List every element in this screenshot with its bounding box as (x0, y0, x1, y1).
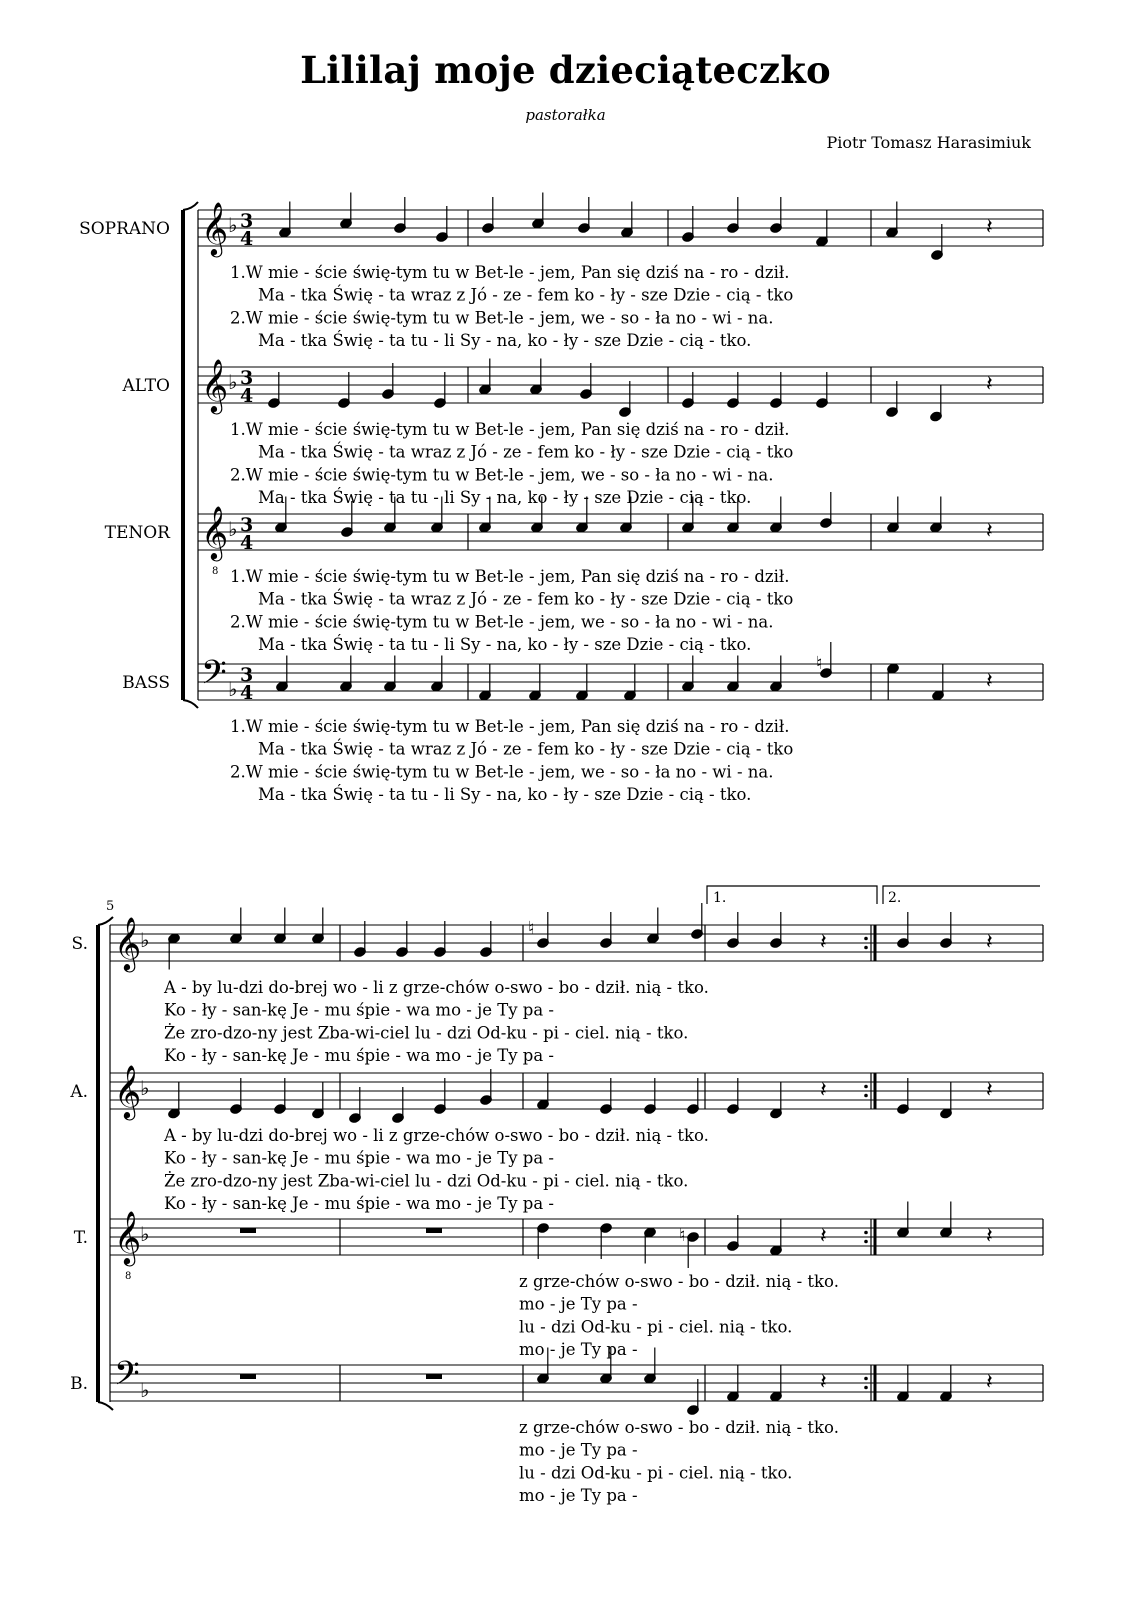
lyric-line: A - by lu-dzi do-brej wo - li z grze-chów o-swo - bo - dził. nią - tko. (164, 1126, 709, 1145)
treble-clef-icon: 𝄞 (201, 201, 229, 255)
note (770, 1366, 783, 1403)
lyric-line: 1.W mie - ście świę-tym tu w Bet-le - jem, Pan się dziś na - ro - dził. (230, 717, 790, 736)
natural-accidental-icon: ♮ (816, 653, 823, 674)
whole-rest-icon (426, 1374, 442, 1379)
voice-label: A. (70, 1082, 88, 1102)
lyric-line: Ma - tka Świę - ta wraz z Jó - ze - fem ko - ły - sze Dzie - cią - tko (258, 285, 794, 305)
note (434, 921, 447, 958)
key-signature-flat-icon: ♭ (228, 677, 238, 701)
note (312, 1083, 325, 1120)
note (770, 497, 783, 534)
lyric-line: Ko - ły - san-kę Je - mu śpie - wa mo - je Ty pa - (164, 1148, 554, 1168)
lyric-line: Ma - tka Świę - ta tu - li Sy - na, ko - ły - sze Dzie - cią - tko. (258, 635, 752, 655)
note (816, 211, 829, 248)
quarter-rest-icon: 𝄽 (820, 930, 827, 955)
voice-label: ALTO (122, 376, 170, 396)
note (897, 1366, 910, 1403)
note (940, 1366, 953, 1403)
lyric-line: Ma - tka Świę - ta tu - li Sy - na, ko - ły - sze Dzie - cią - tko. (258, 331, 752, 351)
lyric-line: 1.W mie - ście świę-tym tu w Bet-le - jem, Pan się dziś na - ro - dził. (230, 420, 790, 439)
note (230, 1078, 243, 1115)
time-signature-top: 3 (240, 367, 254, 389)
lyric-line: lu - dzi Od-ku - pi - ciel. nią - tko. (519, 1317, 793, 1337)
repeat-dot (864, 1231, 868, 1235)
note (687, 1379, 700, 1416)
voice-label: SOPRANO (79, 219, 170, 239)
time-signature-top: 3 (240, 514, 254, 536)
lyric-line: 1.W mie - ście świę-tym tu w Bet-le - jem, Pan się dziś na - ro - dził. (230, 263, 790, 282)
note (940, 912, 953, 949)
treble-clef-icon: 𝄞 (114, 1210, 142, 1264)
note (897, 1202, 910, 1239)
quarter-rest-icon: 𝄽 (986, 930, 993, 955)
note (930, 386, 943, 423)
volta-2-label: 2. (888, 890, 902, 906)
lyric-line: 2.W mie - ście świę-tym tu w Bet-le - jem, we - so - ła no - wi - na. (230, 465, 774, 485)
note (727, 372, 740, 409)
treble-clef-icon: 𝄞 (201, 358, 229, 412)
time-signature-top: 3 (240, 664, 254, 686)
lyric-line: Że zro-dzo-ny jest Zba-wi-ciel lu - dzi Od-ku - pi - ciel. nią - tko. (164, 1023, 689, 1043)
note (230, 908, 243, 945)
key-signature-flat-icon: ♭ (140, 1222, 150, 1246)
note (940, 1202, 953, 1239)
note (682, 656, 695, 693)
note (312, 908, 325, 945)
score-subtitle: pastorałka (525, 106, 606, 124)
note (479, 665, 492, 702)
note (887, 663, 900, 700)
note (268, 372, 281, 409)
note (354, 921, 367, 958)
note (480, 921, 493, 958)
note (770, 1083, 783, 1120)
note (482, 197, 495, 234)
note (434, 372, 447, 409)
key-signature-flat-icon: ♭ (140, 928, 150, 952)
repeat-dot (864, 937, 868, 941)
note (886, 381, 899, 418)
note (279, 202, 292, 239)
measure-number: 5 (106, 899, 115, 914)
time-signature-bottom: 4 (240, 682, 254, 704)
lyric-line: 2.W mie - ście świę-tym tu w Bet-le - jem, we - so - ła no - wi - na. (230, 308, 774, 328)
lyric-line: mo - je Ty pa - (519, 1486, 638, 1506)
staff-alto (198, 367, 1043, 403)
lyric-line: 1.W mie - ście świę-tym tu w Bet-le - jem, Pan się dziś na - ro - dził. (230, 567, 790, 586)
treble-clef-icon: 𝄞 (114, 916, 142, 970)
lyric-line: 2.W mie - ście świę-tym tu w Bet-le - jem, we - so - ła no - wi - na. (230, 762, 774, 782)
note (580, 363, 593, 400)
note (644, 1348, 657, 1385)
note (576, 665, 589, 702)
note (770, 197, 783, 234)
note (727, 1078, 740, 1115)
key-signature-flat-icon: ♭ (228, 370, 238, 394)
repeat-dot (864, 946, 868, 950)
key-signature-flat-icon: ♭ (228, 517, 238, 541)
voice-label: S. (71, 934, 88, 954)
whole-rest-icon (240, 1374, 256, 1379)
note (897, 912, 910, 949)
note (727, 1366, 740, 1403)
note (479, 359, 492, 396)
quarter-rest-icon: 𝄽 (986, 1224, 993, 1249)
note (770, 372, 783, 409)
note (886, 202, 899, 239)
key-signature-flat-icon: ♭ (228, 213, 238, 237)
volta-1-bracket (707, 886, 877, 904)
quarter-rest-icon: 𝄽 (986, 215, 993, 240)
bass-clef-icon: 𝄢 (114, 1355, 140, 1401)
lyric-line: Że zro-dzo-ny jest Zba-wi-ciel lu - dzi Od-ku - pi - ciel. nią - tko. (164, 1171, 689, 1191)
voice-label: BASS (122, 673, 170, 693)
lyric-line: Ma - tka Świę - ta wraz z Jó - ze - fem ko - ły - sze Dzie - cią - tko (258, 589, 794, 609)
quarter-rest-icon: 𝄽 (986, 1078, 993, 1103)
note (436, 206, 449, 243)
whole-rest-icon (240, 1228, 256, 1233)
note (687, 1078, 700, 1115)
bracket-bottom-hook (183, 700, 198, 708)
quarter-rest-icon: 𝄽 (820, 1224, 827, 1249)
lyric-line: mo - je Ty pa - (519, 1440, 638, 1460)
note (480, 1069, 493, 1106)
repeat-dot (864, 1094, 868, 1098)
note (537, 1074, 550, 1111)
natural-accidental-icon: ♮ (528, 918, 535, 939)
note (600, 1078, 613, 1115)
lyric-line: A - by lu-dzi do-brej wo - li z grze-chów o-swo - bo - dził. nią - tko. (164, 978, 709, 997)
lyric-line: lu - dzi Od-ku - pi - ciel. nią - tko. (519, 1463, 793, 1483)
bass-clef-icon: 𝄢 (201, 654, 227, 700)
note (687, 1231, 700, 1268)
note (537, 912, 550, 949)
note (529, 665, 542, 702)
note (727, 1215, 740, 1252)
quarter-rest-icon: 𝄽 (820, 1078, 827, 1103)
staff-tenor (198, 514, 1043, 550)
bracket-top-hook (98, 917, 113, 925)
note (431, 656, 444, 693)
lyric-line: Ma - tka Świę - ta tu - li Sy - na, ko - ły - sze Dzie - cią - tko. (258, 785, 752, 805)
note (621, 202, 634, 239)
volta-1-label: 1. (713, 890, 727, 906)
treble-clef-icon: 𝄞 (114, 1064, 142, 1118)
note (274, 1078, 287, 1115)
time-signature-bottom: 4 (240, 385, 254, 407)
note (168, 933, 181, 970)
lyric-line: z grze-chów o-swo - bo - dził. nią - tko. (519, 1418, 839, 1437)
note (770, 912, 783, 949)
note (930, 497, 943, 534)
note (727, 656, 740, 693)
voice-label: TENOR (104, 523, 170, 543)
note (274, 908, 287, 945)
note (619, 381, 632, 418)
note (931, 224, 944, 261)
note (932, 665, 945, 702)
note (276, 656, 289, 693)
treble-clef-icon: 𝄞 (201, 505, 229, 559)
note (940, 1083, 953, 1120)
note (624, 665, 637, 702)
lyric-line: z grze-chów o-swo - bo - dził. nią - tko. (519, 1272, 839, 1291)
note (647, 908, 660, 945)
note (384, 656, 397, 693)
quarter-rest-icon: 𝄽 (986, 519, 993, 544)
whole-rest-icon (426, 1228, 442, 1233)
lyric-line: Ko - ły - san-kę Je - mu śpie - wa mo - je Ty pa - (164, 1000, 554, 1020)
lyric-line: Ko - ły - san-kę Je - mu śpie - wa mo - je Ty pa - (164, 1046, 554, 1066)
quarter-rest-icon: 𝄽 (986, 372, 993, 397)
composer-name: Piotr Tomasz Harasimiuk (826, 133, 1031, 152)
note (600, 1222, 613, 1259)
key-signature-flat-icon: ♭ (140, 1378, 150, 1402)
note (770, 656, 783, 693)
lyric-line: Ma - tka Świę - ta wraz z Jó - ze - fem ko - ły - sze Dzie - cią - tko (258, 442, 794, 462)
lyric-line: mo - je Ty pa - (519, 1294, 638, 1314)
time-signature-top: 3 (240, 210, 254, 232)
note (434, 1078, 447, 1115)
natural-accidental-icon: ♮ (679, 1225, 686, 1246)
staff-soprano (198, 210, 1043, 246)
note (600, 912, 613, 949)
note (887, 497, 900, 534)
repeat-dot (864, 1085, 868, 1089)
lyric-line: Ko - ły - san-kę Je - mu śpie - wa mo - je Ty pa - (164, 1194, 554, 1214)
repeat-dot (864, 1240, 868, 1244)
note (644, 1078, 657, 1115)
staff-bass (198, 664, 1043, 700)
lyric-line: 2.W mie - ście świę-tym tu w Bet-le - jem, we - so - ła no - wi - na. (230, 612, 774, 632)
note (897, 1078, 910, 1115)
note (682, 206, 695, 243)
bracket-bottom-hook (98, 1402, 113, 1410)
note (340, 193, 353, 230)
lyric-line: Ma - tka Świę - ta wraz z Jó - ze - fem ko - ły - sze Dzie - cią - tko (258, 739, 794, 759)
note (396, 921, 409, 958)
bracket-top-hook (183, 202, 198, 210)
time-signature-bottom: 4 (240, 532, 254, 554)
note (392, 1087, 405, 1124)
quarter-rest-icon: 𝄽 (986, 669, 993, 694)
volta-2-bracket (883, 886, 1040, 904)
lyric-line: Ma - tka Świę - ta tu - li Sy - na, ko - ły - sze Dzie - cią - tko. (258, 488, 752, 508)
note (770, 1220, 783, 1257)
note (691, 903, 704, 940)
note (530, 359, 543, 396)
note (532, 193, 545, 230)
voice-label: T. (73, 1228, 88, 1248)
note (816, 372, 829, 409)
note (682, 372, 695, 409)
voice-label: B. (70, 1374, 88, 1394)
quarter-rest-icon: 𝄽 (820, 1370, 827, 1395)
lyric-line: mo - je Ty pa - (519, 1340, 638, 1360)
note (340, 656, 353, 693)
note (394, 197, 407, 234)
note (349, 1087, 362, 1124)
note (727, 912, 740, 949)
octave-mark: 8 (125, 1271, 132, 1282)
note (644, 1227, 657, 1264)
note (168, 1083, 181, 1120)
repeat-dot (864, 1377, 868, 1381)
note (537, 1222, 550, 1259)
quarter-rest-icon: 𝄽 (986, 1370, 993, 1395)
time-signature-bottom: 4 (240, 228, 254, 250)
score-title: Lililaj moje dzieciąteczko (300, 48, 831, 92)
note (578, 197, 591, 234)
note (338, 372, 351, 409)
repeat-dot (864, 1386, 868, 1390)
note (382, 363, 395, 400)
note (727, 197, 740, 234)
key-signature-flat-icon: ♭ (140, 1076, 150, 1100)
staff-a. (110, 1073, 1043, 1109)
octave-mark: 8 (212, 566, 219, 577)
note (820, 492, 833, 529)
